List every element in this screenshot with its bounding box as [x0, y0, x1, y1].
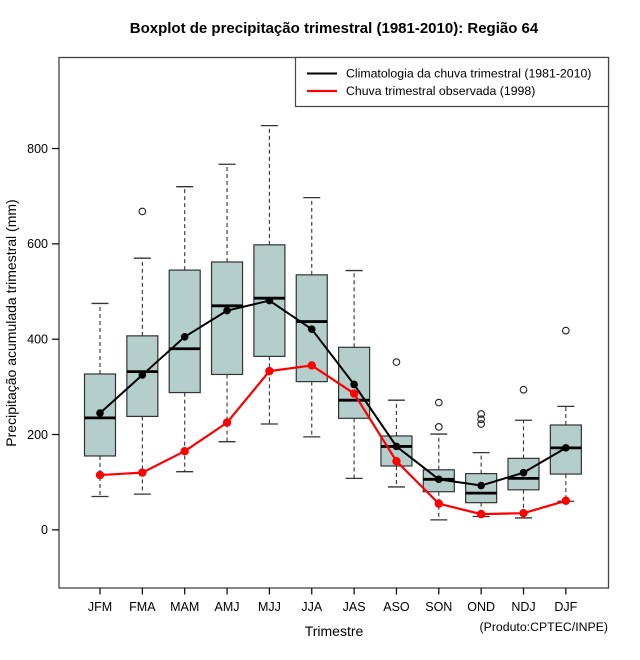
x-tick-label-SON: SON: [425, 600, 453, 614]
x-tick-label-NDJ: NDJ: [511, 600, 536, 614]
climatology-point-JFM: [96, 409, 104, 417]
x-tick-label-FMA: FMA: [129, 600, 156, 614]
x-tick-label-AMJ: AMJ: [214, 600, 240, 614]
observed-point-NDJ: [519, 509, 527, 517]
climatology-point-DJF: [562, 444, 570, 452]
y-axis-title: Precipitação acumulada trimestral (mm): [3, 199, 19, 447]
outlier-point-SON: [436, 399, 443, 406]
y-tick-label: 0: [41, 523, 48, 538]
observed-point-OND: [477, 510, 485, 518]
outlier-point-DJF: [563, 327, 570, 334]
climatology-point-ASO: [393, 443, 401, 451]
climatology-point-MAM: [181, 333, 189, 341]
observed-point-AMJ: [223, 418, 231, 426]
observed-point-MAM: [181, 447, 189, 455]
chart-title: Boxplot de precipitação trimestral (1981-2010): Região 64: [129, 20, 539, 37]
legend-observed-label: Chuva trimestral observada (1998): [346, 84, 536, 99]
observed-point-DJF: [562, 497, 570, 505]
observed-point-JFM: [96, 471, 104, 479]
credit-label: (Produto:CPTEC/INPE): [479, 620, 608, 634]
climatology-point-MJJ: [266, 297, 274, 305]
legend-box: [296, 58, 609, 107]
plot-border: [59, 58, 609, 589]
x-tick-label-JFM: JFM: [87, 600, 113, 614]
x-tick-label-JAS: JAS: [342, 600, 366, 614]
climatology-point-AMJ: [223, 307, 231, 315]
climatology-point-JJA: [308, 325, 316, 333]
climatology-point-SON: [435, 476, 443, 484]
y-tick-label: 600: [27, 237, 48, 252]
observed-point-FMA: [138, 468, 146, 476]
y-tick-label: 400: [27, 332, 48, 347]
climatology-point-OND: [477, 482, 485, 490]
x-tick-label-DJF: DJF: [554, 600, 578, 614]
observed-point-SON: [435, 499, 443, 507]
climatology-point-JAS: [350, 381, 358, 389]
outlier-point-FMA: [139, 208, 146, 215]
x-tick-label-JJA: JJA: [301, 600, 323, 614]
box-MAM: [169, 270, 200, 392]
observed-point-JJA: [308, 361, 316, 369]
climatology-point-NDJ: [520, 469, 528, 477]
legend-climatology-label: Climatologia da chuva trimestral (1981-2010): [346, 66, 592, 81]
outlier-point-ASO: [393, 359, 400, 366]
observed-point-MJJ: [265, 367, 273, 375]
outlier-point-NDJ: [520, 386, 527, 393]
x-axis-title: Trimestre: [304, 623, 364, 639]
x-tick-label-MAM: MAM: [170, 600, 200, 614]
climatology-point-FMA: [139, 371, 147, 379]
legend: [296, 58, 609, 107]
outlier-point-OND: [478, 421, 485, 428]
x-tick-label-MJJ: MJJ: [257, 600, 281, 614]
outlier-point-SON: [436, 424, 443, 431]
observed-point-JAS: [350, 389, 358, 397]
observed-point-ASO: [392, 457, 400, 465]
x-tick-label-ASO: ASO: [383, 600, 410, 614]
plot-area: [27, 58, 608, 615]
y-tick-label: 200: [27, 427, 48, 442]
y-tick-label: 800: [27, 141, 48, 156]
x-tick-label-OND: OND: [467, 600, 496, 614]
